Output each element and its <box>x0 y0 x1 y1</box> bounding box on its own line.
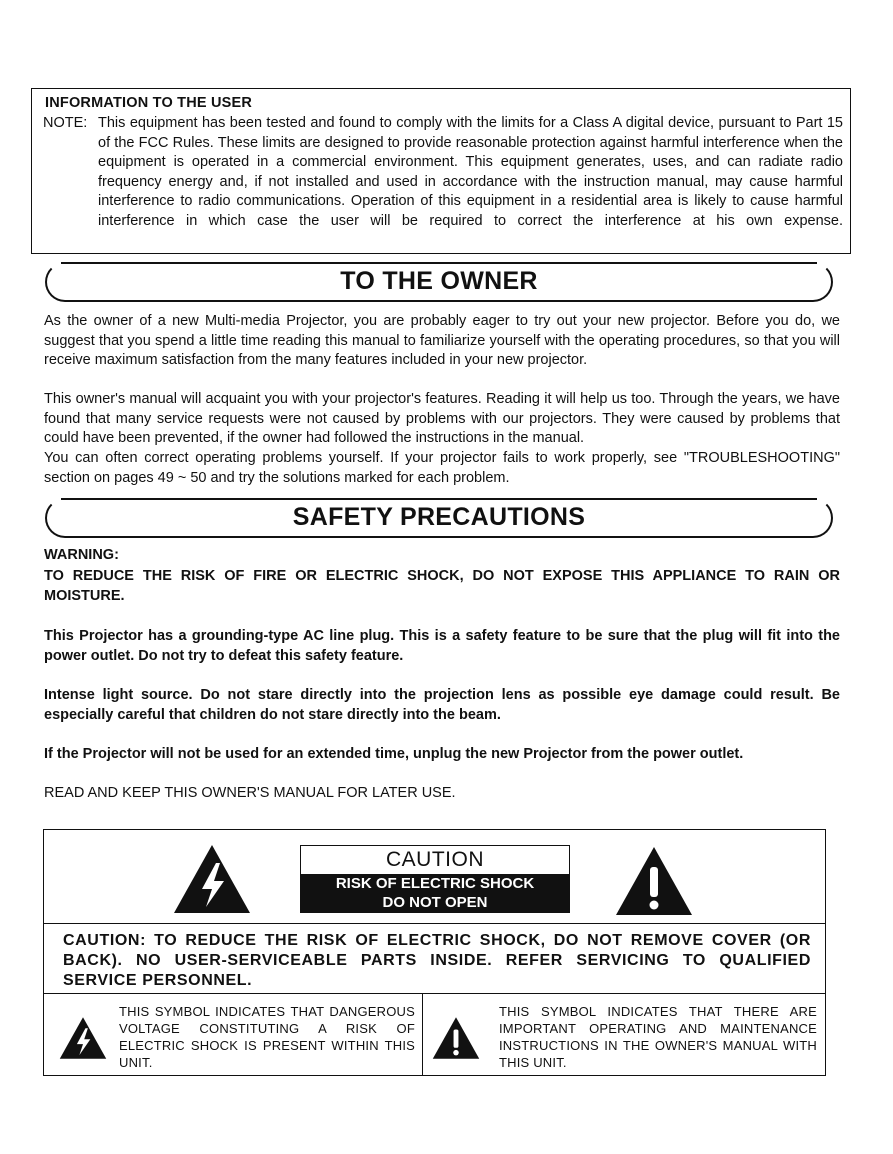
safety-heading: SAFETY PRECAUTIONS <box>292 503 586 531</box>
caution-word: CAUTION <box>386 848 484 871</box>
lightning-warning-icon <box>172 843 252 915</box>
fcc-note <box>43 114 843 251</box>
warning-text: TO REDUCE THE RISK OF FIRE OR ELECTRIC SHOCK, DO NOT EXPOSE THIS APPLIANCE TO RAIN OR MOISTURE. <box>44 568 840 604</box>
symbol-legend-row <box>44 993 825 1075</box>
warning-label: WARNING: <box>44 547 119 563</box>
owner-paragraph-3: You can often correct operating problems yourself. If your projector fails to work properly, see "TROUBLESHOOTING" section on pages 49 ~ 50 and try the solutions marked for each problem. <box>44 450 840 486</box>
caution-box <box>43 829 826 1076</box>
exclamation-warning-icon <box>431 1016 481 1060</box>
risk-line-1: RISK OF ELECTRIC SHOCK <box>335 875 535 892</box>
caution-statement: CAUTION: TO REDUCE THE RISK OF ELECTRIC SHOCK, DO NOT REMOVE COVER (OR BACK). NO USER-SERVICEABLE PARTS INSIDE. REFER SERVICING TO QUALIFIED SERVICE PERSONNEL. <box>63 932 811 989</box>
grounding-text: This Projector has a grounding-type AC line plug. This is a safety feature to be sure that the plug will fit into the power outlet. Do not try to defeat this safety feature. <box>44 628 840 664</box>
owner-paragraph-1: As the owner of a new Multi-media Projector, you are probably eager to try out your new projector. Before you do, we suggest that you spend a little time reading this manual to familiarize yourself with the operating procedures, so that you will receive maximum satisfaction from the many features included in your new projector. <box>44 313 840 369</box>
lightning-legend-text: THIS SYMBOL INDICATES THAT DANGEROUS VOLTAGE CONSTITUTING A RISK OF ELECTRIC SHOCK IS PRESENT WITHIN THIS UNIT. <box>119 1004 415 1070</box>
exclamation-warning-icon <box>614 845 694 917</box>
caution-label <box>300 845 570 913</box>
safety-heading-box <box>45 498 833 538</box>
owner-paragraph-2: This owner's manual will acquaint you with your projector's features. Reading it will help us too. Through the years, we have found that many service requests were not caused by problems with our projectors. They were caused by problems that could have been prevented, if the owner had followed the instructions in the manual. <box>44 391 840 447</box>
legend-cell-exclamation <box>423 993 825 1075</box>
owner-heading: TO THE OWNER <box>340 267 538 295</box>
risk-line-2: DO NOT OPEN <box>382 894 488 911</box>
exclamation-legend-text: THIS SYMBOL INDICATES THAT THERE ARE IMPORTANT OPERATING AND MAINTENANCE INSTRUCTIONS IN THE OWNER'S MANUAL WITH THIS UNIT. <box>499 1004 817 1070</box>
risk-banner <box>301 874 569 912</box>
lightning-warning-icon <box>58 1016 108 1060</box>
light-source-text: Intense light source. Do not stare directly into the projection lens as possible eye damage could result. Be especially careful that children do not stare directly into the beam. <box>44 687 840 723</box>
owner-heading-box <box>45 262 833 302</box>
information-title: INFORMATION TO THE USER <box>45 95 253 111</box>
read-keep-text: READ AND KEEP THIS OWNER'S MANUAL FOR LATER USE. <box>44 785 456 801</box>
unplug-text: If the Projector will not be used for an extended time, unplug the new Projector from the power outlet. <box>44 746 744 762</box>
note-label: NOTE: <box>43 115 88 131</box>
information-box <box>31 88 851 254</box>
caution-statement-row <box>44 923 825 994</box>
note-text: This equipment has been tested and found to comply with the limits for a Class A digital device, pursuant to Part 15 of the FCC Rules. These limits are designed to provide reasonable protection against harmful interference when the equipment is operated in a commercial environment. This equipment generates, uses, and can radiate radio frequency energy and, if not installed and used in accordance with the instruction manual, may cause harmful interference to radio communications. Operation of this equipment in a residential area is likely to cause harmful interference in which case the user will be required to correct the interference at his own expense. <box>98 115 843 229</box>
legend-cell-lightning <box>44 993 423 1075</box>
caution-symbols-row <box>44 830 825 924</box>
